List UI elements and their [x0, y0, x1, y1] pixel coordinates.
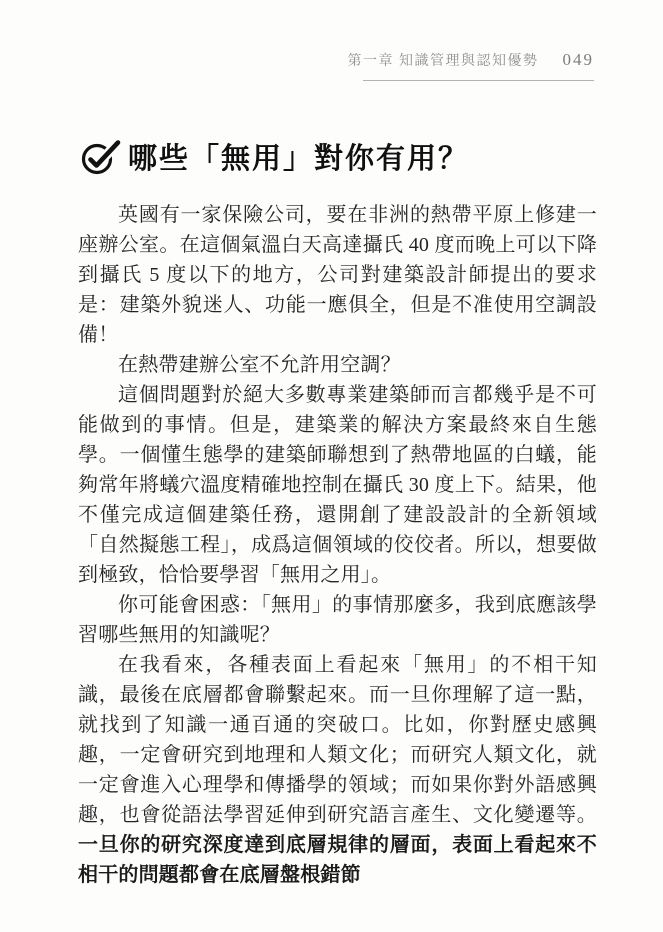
paragraph-text: 這個問題對於絕大多數專業建築師而言都幾乎是不可能做到的事情。但是，建築業的解決方案最終來自生態學。一個懂生態學的建築師聯想到了熱帶地區的白蟻，能夠常年將蟻穴溫度精確地控制在攝氏 30 度上下。結果，他不僅完成這個建築任務，還開創了建設設計的全新領域「自然擬態工程」，成爲這個領域的佼佼者。所以，想要做到極致，恰恰要學習「無用之用」。: [78, 384, 597, 586]
paragraph-bold-text: 一旦你的研究深度達到底層規律的層面，表面上看起來不相干的問題都會在底層盤根錯節: [78, 834, 597, 886]
paragraph: [78, 380, 597, 590]
section-title-text: 哪些「無用」對你有用？: [128, 143, 470, 175]
page-number: 049: [562, 50, 594, 69]
chapter-title: 第一章 知識管理與認知優勢: [347, 54, 539, 69]
paragraph: [78, 200, 597, 350]
paragraph-text: 在我看來，各種表面上看起來「無用」的不相干知識，最後在底層都會聯繫起來。而一旦你理解了這一點，就找到了知識一通百通的突破口。比如，你對歷史感興趣，一定會研究到地理和人類文化；而研究人類文化，就一定會進入心理學和傳播學的領域；而如果你對外語感興趣，也會從語法學習延伸到研究語言產生、文化變遷等。: [78, 654, 597, 826]
paragraph-text: 在熱帶建辦公室不允許用空調？: [118, 354, 401, 376]
paragraph: [78, 350, 597, 380]
paragraph-text: 你可能會困惑：「無用」的事情那麼多，我到底應該學習哪些無用的知識呢？: [78, 594, 597, 646]
check-circle-icon: [80, 138, 122, 176]
page-header: [347, 50, 594, 81]
paragraph-text: 英國有一家保險公司，要在非洲的熱帶平原上修建一座辦公室。在這個氣溫白天高達攝氏 40 度而晚上可以下降到攝氏 5 度以下的地方，公司對建築設計師提出的要求是：建築外貌迷人、功能一應俱全，但是不准使用空調設備！: [78, 204, 597, 346]
body-text: [78, 200, 597, 890]
paragraph: [78, 590, 597, 650]
paragraph: [78, 650, 597, 890]
section-title: [80, 136, 469, 177]
